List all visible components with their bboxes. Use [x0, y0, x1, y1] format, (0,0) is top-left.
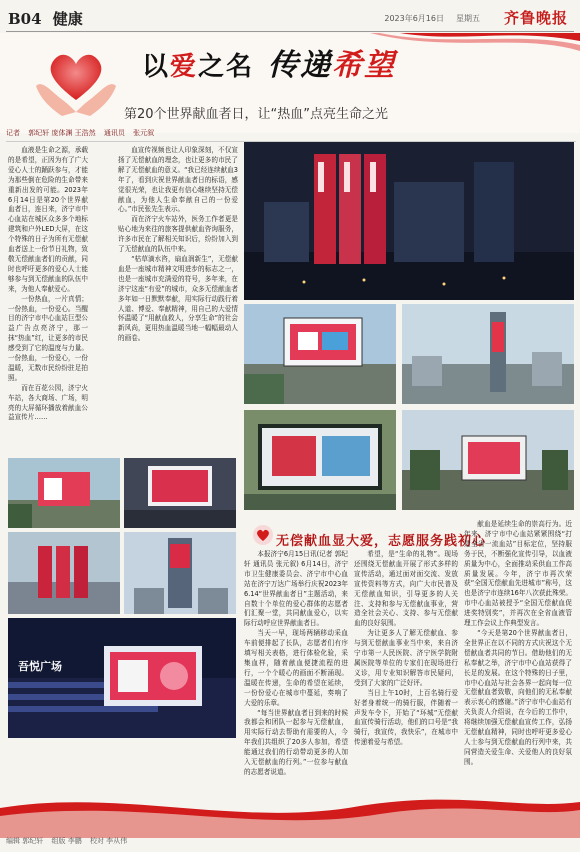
tower-screen-illustration	[124, 532, 236, 614]
paragraph: 血液是生命之源，承载的是希望，正因为有了广大爱心人士的踊跃参与，才能为那些倒在危险的生命带来重新出发的可能。2023年6月14日是第20个世界献血者日，连日来，济宁市中心血站在城区众多多个地标建筑和户外LED大屏，在这个特殊的日子为所有无偿献血者送上一份节日礼物，致敬无偿献血者们的贡献，同时也呼吁更多的爱心人士能够参与到无偿献血的队伍中来，为他人奉献爱心。	[8, 146, 88, 293]
layout-name: 李鹏	[67, 837, 82, 845]
byline-names: 郭纪轩 庞体渊 王浩然	[28, 129, 96, 137]
byline-correspondent: 张元叙	[133, 129, 155, 137]
section-name: 健康	[52, 10, 83, 28]
outdoor-screen-illustration	[244, 410, 396, 510]
hero-calligraphy-right	[268, 40, 396, 84]
night-building-illustration	[244, 142, 574, 300]
article1-column-2	[118, 146, 238, 446]
paragraph: 献血是延续生命的崇高行为。近年来，济宁市中心血站紧紧围绕“打造全省一流血站”目标定位，坚持服务于民，不断强化宣传引导，以血液质量为中心，全面推动采供血工作高质量发展。今年，济宁市再次荣获“全国无偿献血先进城市”称号，这也是济宁市连续16年八次获此殊荣。市中心血站被授予“全国无偿献血促进奖特别奖”，并再次在全省血液管理工作会议上作典型发言。	[464, 520, 572, 628]
article-subtitle: 第20个世界献血者日，让“热血”点亮生命之光	[124, 107, 389, 122]
led-screen-illustration-2	[124, 458, 236, 528]
city-tower-photo	[402, 304, 574, 404]
mall-night-illustration	[8, 618, 236, 738]
page-header	[6, 4, 574, 32]
paragraph: “今天是第20个世界献血者日，全世界正在以不同的方式庆祝这个无偿献血者共同的节日。借助他们的无私奉献之举，济宁市中心血站获得了长足的发展。在这个特殊的日子里，市中心血站与社会各界一起向每一位无偿献血者致敬，向他们的无私奉献表示衷心的感谢。”济宁市中心血站有关负责人介绍说，在今后的工作中，将继续加强无偿献血宣传工作，弘扬无偿献血精神，同时也呼吁更多爱心人士参与到无偿献血的行列中来，共同营造关爱生命、关爱他人的良好氛围。	[464, 628, 572, 766]
calligraphy-char-red: 希望	[332, 48, 396, 83]
roadside-screen-illustration	[402, 410, 574, 510]
led-screen-illustration-1	[8, 458, 120, 528]
paragraph: 为让更多人了解无偿献血、参与到无偿献血事业当中来，来自济宁市第一人民医院、济宁医学院附属医院等单位的专家们在现场进行义诊，用专业知识解答市民疑问，受到了大家的广泛好评。	[354, 629, 458, 687]
calligraphy-char: 以	[142, 52, 171, 82]
paragraph: 希望，是“生命的礼物”。现场还围绕无偿献血开展了形式多样的宣传活动，通过面对面交流、发放宣传资料等方式，向广大市民普及无偿献血知识，引导更多的人关注、支持和参与无偿献血事业，营造全社会关心、支持、参与无偿献血的良好氛围。	[354, 550, 458, 628]
heart-drop-icon	[252, 524, 274, 546]
led-screen-photo-1	[8, 458, 120, 528]
editor-name: 郭纪轩	[22, 837, 44, 845]
paragraph: 当日上午10时，上百名骑行爱好者身着统一的骑行服，伴随着一声发车令下，开始了“环城”无偿献血宣传骑行活动，他们的口号是“我骑行，我宣传，我快乐”，在城市中传递着爱与希望。	[354, 688, 458, 747]
section-code: B04	[8, 10, 42, 28]
mall-billboard-photo	[244, 304, 396, 404]
article1-column-1	[8, 146, 88, 446]
paragraph: 而在济宁火车站外，医务工作者更是贴心地为来往的旅客提供献血咨询服务，许多市民在了解相关知识后，纷纷加入到了无偿献血的队伍中来。	[118, 215, 238, 254]
issue-weekday: 星期五	[456, 14, 480, 23]
red-building-photo	[8, 532, 120, 614]
byline-correspondent-label: 通讯员	[103, 129, 125, 137]
paragraph: 血宣传视频也让人印象深刻，不仅宣扬了无偿献血的理念，也让更多的市民了解了无偿献血的意义。“我已经连续献血3年了，看到庆祝世界献血者日的标语，感觉很光荣，也让我更有信心继续坚持无偿献血，为他人生命奉献自己的一份爱心。”市民张先生表示。	[118, 146, 238, 214]
page-footer	[6, 836, 127, 846]
roadside-screen-photo	[402, 410, 574, 510]
hero-calligraphy-left	[142, 46, 254, 83]
article2-column-2	[354, 550, 458, 786]
led-screen-photo-2	[124, 458, 236, 528]
byline-label: 记者	[6, 129, 20, 137]
proof-label: 校对	[89, 837, 104, 845]
red-building-illustration	[8, 532, 120, 614]
tower-screen-photo	[124, 532, 236, 614]
mall-sign-text: 吾悦广场	[18, 660, 62, 673]
article2-column-1	[244, 550, 348, 786]
paragraph: 当天一早，现场两辆移动采血车前便排起了长队，志愿者们有序填写相关表格，进行体检化验，采集血样，随着献血便捷流程的进行，一个个暖心的画面不断涌现。温暖在传递，生命的希望在延续，一份份爱心在城市中蔓延，奏响了大爱的乐章。	[244, 629, 348, 707]
mall-billboard-illustration	[244, 304, 396, 404]
paragraph: 本报济宁6月15日讯(记者 郭纪轩 通讯员 张元叙) 6月14日，济宁市卫生健康委员会、济宁市中心血站在济宁万达广场举行庆祝2023年6.14“世界献血者日”主题活动，来自数十个单位的爱心群体的志愿者们汇聚一堂，共同献血爱心，以实际行动呼应世界献血者日。	[244, 550, 348, 628]
article2-title: 无偿献血显大爱，志愿服务践初心	[276, 534, 487, 549]
footer-red-wave	[0, 788, 580, 838]
heart-hands-icon	[32, 42, 120, 118]
city-tower-illustration	[402, 304, 574, 404]
calligraphy-tail: 之名	[198, 52, 255, 82]
calligraphy-char: 传递	[268, 48, 332, 83]
paragraph: “枯草滴水咨，扇血润新生”，无偿献血是一座城市精神文明进步的标志之一，也是一座城市充满爱的符号，多年来，在济宁这座“有爱”的城市，众多无偿献血者多年如一日默默奉献，用实际行动践行着人道、博爱、奉献精神，用自己的大爱情怀温暖了“用献血救人，分享生命”的社会新风尚，更用热血温暖当地一幅幅最动人的画卷。	[118, 254, 238, 343]
outdoor-screen-photo	[244, 410, 396, 510]
paragraph: “每当世界献血者日到来的时候我都会和团队一起参与无偿献血，用实际行动去帮助有需要的人，今年我们共组织了20多人参加，希望能通过我们的行动带动更多的人加入无偿献血的行列。”一位参与献血的志愿者说道。	[244, 708, 348, 776]
mall-night-photo	[8, 618, 236, 738]
calligraphy-char-red: 爱	[170, 52, 199, 82]
paragraph: 一份热血，一片真情；一份热血，一份爱心。当醒目的济宁市中心血站巨型公益广告点亮济宁，那一抹“热血”红，让更多的市民感受到了它的温度与力量。一份热血，一份爱心，一份温暖，无数市民纷纷驻足拍照。	[8, 294, 88, 382]
proof-name: 李从伟	[106, 837, 128, 845]
section-number	[8, 8, 83, 29]
byline	[6, 128, 576, 142]
article2-column-3	[464, 520, 572, 786]
night-building-photo	[244, 142, 574, 300]
editor-label: 编辑	[6, 837, 20, 845]
issue-date: 2023年6月16日	[384, 14, 444, 23]
paragraph: 而在百花公园，济宁火车站，各大商场、广场，明亮的大屏循环播放着献血公益宣传片……	[8, 383, 88, 422]
newspaper-logo: 齐鲁晚报	[503, 9, 568, 27]
layout-label: 组版	[51, 837, 66, 845]
